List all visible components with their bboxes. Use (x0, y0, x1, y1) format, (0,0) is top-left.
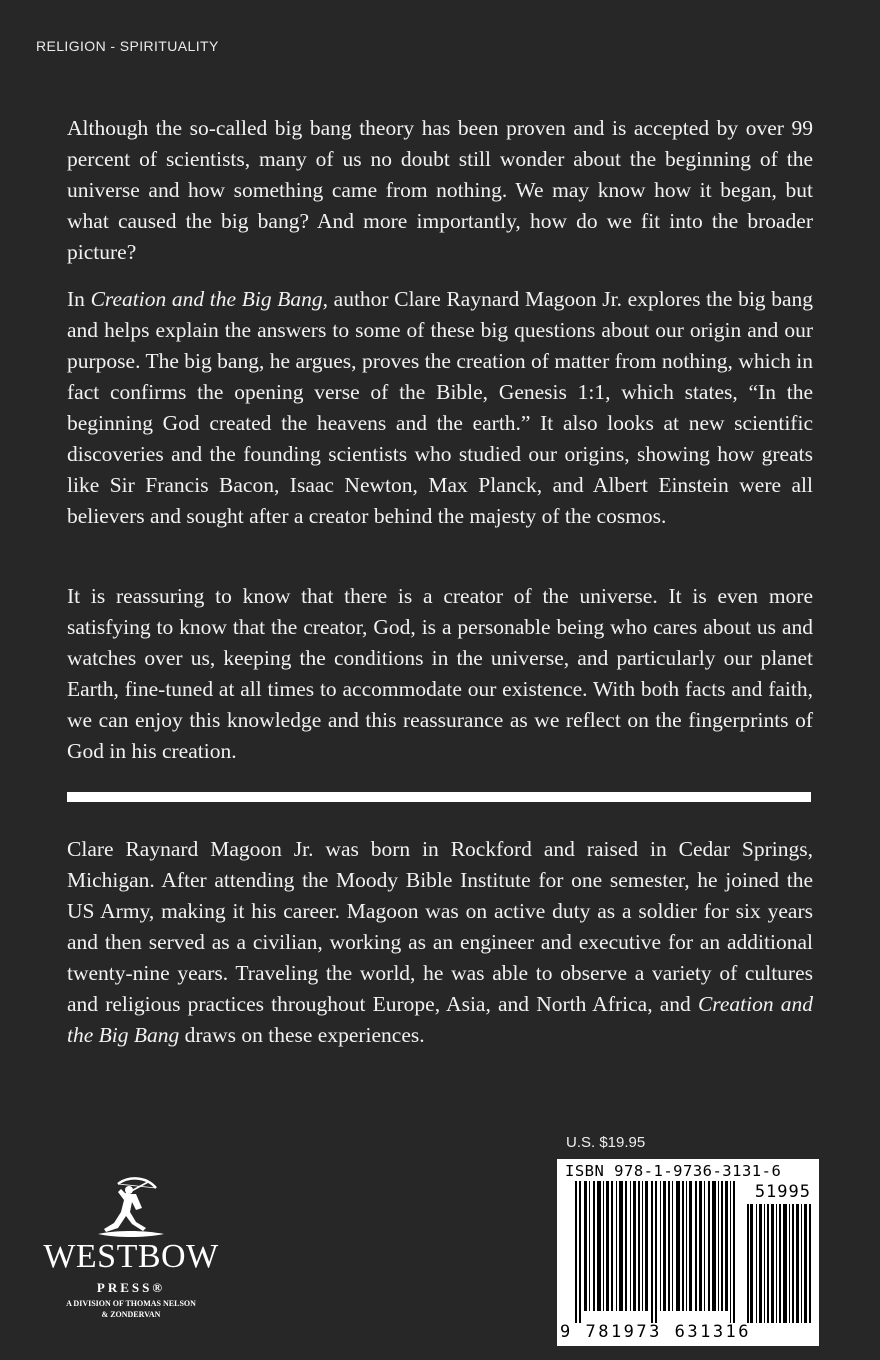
paragraph-text: Although the so-called big bang theory has been proven and is accepted by over 99 percent of scientists, many of us no doubt still wonder about the beginning of the universe and how something came from nothing. We may know how it began, but what caused the big bang? And more importantly, how do we fit into the broader picture? (67, 116, 813, 264)
description-paragraph-3 (67, 581, 813, 767)
price-code-text: 51995 (754, 1182, 811, 1202)
category-label: RELIGION - SPIRITUALITY (36, 38, 219, 54)
price-label: U.S. $19.95 (566, 1134, 646, 1151)
isbn-text: ISBN 978-1-9736-3131-6 (565, 1162, 782, 1180)
publisher-press: PRESS® (96, 1280, 166, 1295)
bio-text: Clare Raynard Magoon Jr. was born in Rockford and raised in Cedar Springs, Michigan. After attending the Moody Bible Institute for one semester, he joined the US Army, making it his career. Magoon was on active duty as a soldier for six years and then served as a civilian, working as an engineer and executive for an additional twenty-nine years. Traveling the world, he was able to observe a variety of cultures and religious practices throughout Europe, Asia, and North Africa, and (67, 837, 813, 1016)
ean-digits: 9 781973 631316 (560, 1322, 752, 1342)
book-title: Creation and the Big Bang (67, 992, 813, 1047)
description-paragraph-1 (67, 113, 813, 268)
description-paragraph-2 (67, 284, 813, 532)
publisher-logo (36, 1174, 226, 1334)
archer-figure-icon (96, 1174, 166, 1242)
paragraph-text: In (67, 287, 91, 311)
barcode (557, 1159, 819, 1346)
publisher-division (36, 1298, 226, 1320)
publisher-name: WESTBOW (43, 1238, 219, 1275)
book-title: Creation and the Big Bang (90, 287, 323, 311)
ean-barcode-bars (575, 1181, 739, 1323)
paragraph-text: It is reassuring to know that there is a creator of the universe. It is even more satisfying to know that the creator, God, is a personable being who cares about us and watches over us, keeping the conditions in the universe, and particularly our planet Earth, fine-tuned at all times to accommodate our existence. With both facts and faith, we can enjoy this knowledge and this reassurance as we reflect on the fingerprints of God in his creation. (67, 584, 813, 763)
bio-text: draws on these experiences. (179, 1023, 425, 1047)
divider-rule (67, 792, 811, 802)
author-bio (67, 834, 813, 1051)
division-line: A DIVISION OF THOMAS NELSON (66, 1299, 196, 1308)
division-line: & ZONDERVAN (101, 1310, 161, 1319)
paragraph-text: , author Clare Raynard Magoon Jr. explores the big bang and helps explain the answers to some of these big questions about our origin and our purpose. The big bang, he argues, proves the creation of matter from nothing, which in fact confirms the opening verse of the Bible, Genesis 1:1, which states, “In the beginning God created the heavens and the earth.” It also looks at new scientific discoveries and the founding scientists who studied our origins, showing how greats like Sir Francis Bacon, Isaac Newton, Max Planck, and Albert Einstein were all believers and sought after a creator behind the majesty of the cosmos. (67, 287, 813, 528)
addon-barcode-bars (747, 1204, 811, 1323)
